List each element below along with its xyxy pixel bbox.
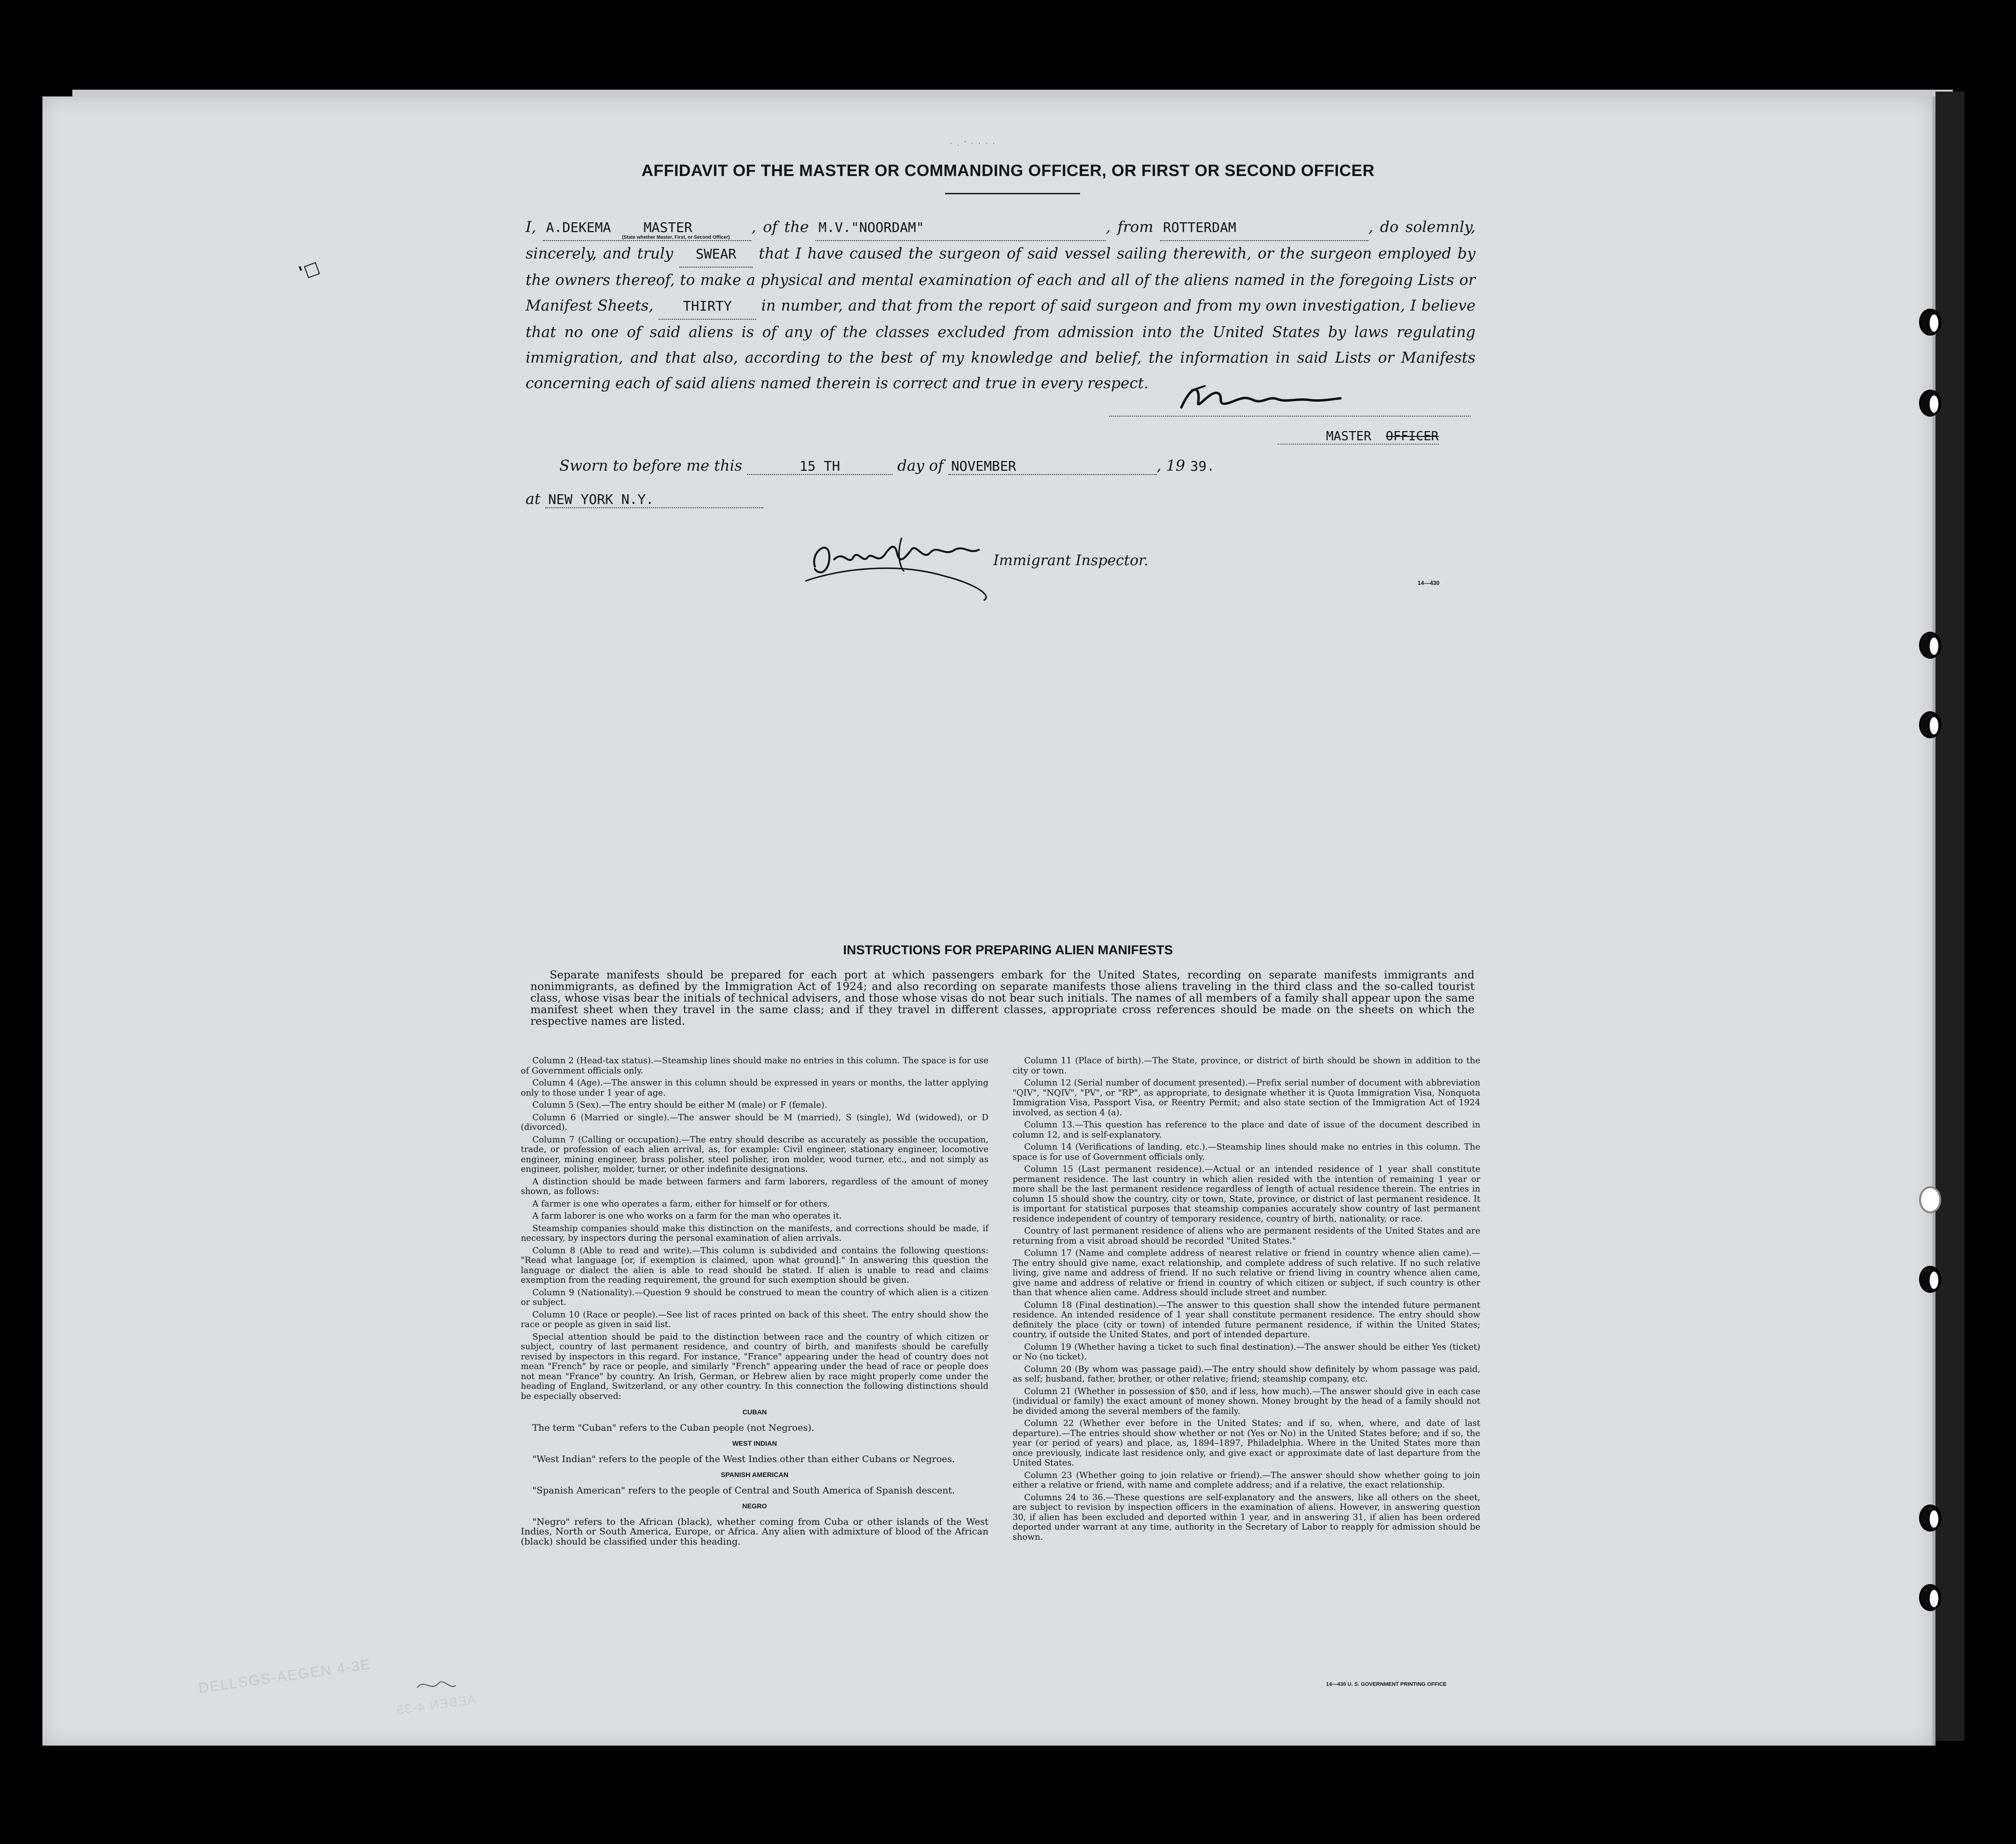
- instruction-paragraph: Special attention should be paid to the distinction between race and the country of which citizen or subject, country of last permanent residence, and country of birth, and manifests should be carefully revised by inspectors in this regard. For instance, "France" appearing under the head of country does not mean "French" by race or people, and similarly "French" appearing under the head of race or people does not mean "France" by country. An Irish, German, or Hebrew alien by race might properly come under the heading of England, Switzerland, or any other country. In this connection the following distinctions should be especially observed:: [521, 1332, 988, 1401]
- struck-rank: OFFICER: [1385, 429, 1439, 444]
- instruction-paragraph: Column 14 (Verifications of landing, etc.).—Steamship lines should make no entries in this column. The space is for use of Government officials only.: [1013, 1142, 1480, 1162]
- instructions-title: INSTRUCTIONS FOR PREPARING ALIEN MANIFESTS: [843, 943, 1173, 957]
- rank-note: (State whether Master, First, or Second Officer): [622, 235, 730, 240]
- heading-west-indian: WEST INDIAN: [732, 1439, 777, 1447]
- page-top-edge: [72, 90, 1953, 96]
- instruction-paragraph: Column 22 (Whether ever before in the United States; and if so, when, where, and date of last departure).—The entries should show whether or not (Yes or No) in the United States before; and if so, the year (or period of years) and place, as, 1894–1897, Philadelphia. Where in the United States more than once previously, indicate last residence only, and give exact or approximate date of last departure from the United States.: [1013, 1419, 1480, 1468]
- do-text: , do: [1368, 218, 1399, 236]
- vessel-field: M.V."NOORDAM": [815, 215, 1106, 241]
- binder-hole: [1919, 1505, 1941, 1532]
- place-line: [526, 490, 763, 508]
- heading-cuban: CUBAN: [742, 1408, 767, 1416]
- instruction-paragraph: A farm laborer is one who works on a farm for the man who operates it.: [532, 1211, 842, 1221]
- place-field: NEW YORK N.Y.: [545, 491, 763, 508]
- instruction-paragraph: Column 5 (Sex).—The entry should be either M (male) or F (female).: [532, 1100, 827, 1110]
- binder-hole: [1919, 1186, 1941, 1213]
- year-field: 39.: [1190, 458, 1215, 474]
- instruction-paragraph: A farmer is one who operates a farm, either for himself or for others.: [532, 1199, 830, 1209]
- instructions-intro: Separate manifests should be prepared for each port at which passengers embark for the United States, recording on separate manifests immigrants and nonimmigrants, as defined by the Immigration Act of 1924; and also recording on separate manifests those aliens traveling in the third class and the so-called tourist class, whose visas bear the initials of technical advisers, and those whose visas do not bear such initials. The names of all members of a family shall appear upon the same manifest sheet when they travel in the same class; and if they travel in different classes, appropriate cross references should be made on the sheets on which the respective names are listed.: [530, 969, 1475, 1028]
- affidavit-title: AFFIDAVIT OF THE MASTER OR COMMANDING OFFICER, OR FIRST OR SECOND OFFICER: [641, 162, 1375, 180]
- affidavit-body: [526, 215, 1475, 396]
- bleed-through-text: DELLSGS-AEGEN 4-3E: [197, 1656, 372, 1696]
- paragraph-cuban: The term "Cuban" refers to the Cuban people (not Negroes).: [532, 1422, 814, 1433]
- instructions-right-column: [1013, 1056, 1480, 1545]
- heading-spanish-american: SPANISH AMERICAN: [720, 1471, 788, 1478]
- instruction-paragraph: Column 17 (Name and complete address of nearest relative or friend in country whence alien came).—The entry should give name, exact relationship, and complete address of such relative. If no such relative living, give name and address of friend. If no such relative or friend living in country whence alien came, give name and address of relative or friend in country of which citizen or subject, if such country is other than that whence alien came. Address should include street and number.: [1013, 1248, 1480, 1298]
- sworn-day-field: 15 TH: [747, 458, 893, 475]
- binder-hole: [1919, 632, 1941, 659]
- signer-title: [1278, 429, 1439, 445]
- instruction-paragraph: Column 7 (Calling or occupation).—The entry should describe as accurately as possible the occupation, trade, or profession of each alien arrival, as, for example: Civil engineer, stationary engineer, locomotive engineer, mining engineer, brass polisher, steel polisher, iron molder, wood turner, etc., and not simply as engineer, polisher, molder, turner, or other indefinite designations.: [521, 1135, 988, 1174]
- instruction-paragraph: Column 6 (Married or single).—The answer should be M (married), S (single), Wd (widowed), or D (divorced).: [521, 1112, 988, 1132]
- title-rule: [945, 193, 1080, 194]
- affidavit-text-1: that I have caused the surgeon of said vessel sailing therewith, or the surgeon employed by the owners thereof, to make a physical and mental examination of each and all of the aliens named in the foregoing Lists or Manifest Sheets,: [526, 245, 1475, 314]
- binder-edge: [1935, 92, 1964, 1741]
- form-number: 14—430: [1418, 580, 1440, 586]
- day-of-text: day of: [897, 457, 944, 475]
- margin-mark: '□: [296, 257, 323, 283]
- binder-hole: [1919, 711, 1941, 738]
- instruction-paragraph: A distinction should be made between farmers and farm laborers, regardless of the amount of money shown, as follows:: [521, 1177, 988, 1196]
- sworn-line: [559, 457, 1220, 475]
- faint-stamp: · . ' · · · ·: [950, 140, 997, 148]
- binder-hole: [1919, 1584, 1941, 1611]
- paragraph-spanish-american: "Spanish American" refers to the people of Central and South America of Spanish descent.: [532, 1485, 955, 1496]
- instruction-paragraph: Column 12 (Serial number of document presented).—Prefix serial number of document with abbreviation "QIV", "NQIV", "PV", or "RP", as appropriate, to designate whether it is Quota Immigration Visa, Nonquota Immigration Visa, Passport Visa, or Reentry Permit; and also state section of the Immigration Act of 1924 involved, as section 4 (a).: [1013, 1078, 1480, 1118]
- printing-office: 14—430 U. S. GOVERNMENT PRINTING OFFICE: [1326, 1681, 1447, 1687]
- oath-field: SWEAR: [679, 241, 753, 268]
- year-prefix: , 19: [1156, 457, 1185, 475]
- binder-hole: [1919, 390, 1941, 417]
- master-signature-line: [1109, 415, 1471, 417]
- signer-rank: MASTER: [1326, 429, 1371, 444]
- from-text: , from: [1106, 218, 1153, 236]
- sworn-month-field: NOVEMBER: [948, 458, 1157, 475]
- binder-hole: [1919, 1266, 1941, 1293]
- instruction-paragraph: Country of last permanent residence of aliens who are permanent residents of the United States and are returning from a visit abroad should be recorded "United States.": [1013, 1226, 1480, 1246]
- instructions-left-column: [521, 1056, 988, 1549]
- instruction-paragraph: Column 8 (Able to read and write).—This column is subdivided and contains the following questions: "Read what language [or, if exemption is claimed, upon what ground]." In answering this question the language or dialect the alien is able to read should be stated. If alien is unable to read and claims exemption from the reading requirement, the ground for such exemption should be given.: [521, 1246, 988, 1285]
- affidavit-text-2: in number, and that from the report of said surgeon and from my own investigation, I believe that no one of said aliens is of any of the classes excluded from admission into the United States by laws regulating immigration, and that also, according to the best of my knowledge and belief, the information in said Lists or Manifests concerning each of said aliens named therein is correct and true in every respect.: [526, 297, 1476, 392]
- sworn-prefix: Sworn to before me this: [559, 457, 743, 475]
- instruction-paragraph: Column 19 (Whether having a ticket to such final destination).—The answer should be either Yes (ticket) or No (no ticket).: [1013, 1342, 1480, 1362]
- officer-rank: MASTER: [643, 219, 692, 235]
- instruction-paragraph: Column 11 (Place of birth).—The State, province, or district of birth should be shown in addition to the city or town.: [1013, 1056, 1480, 1076]
- inspector-label: Immigrant Inspector.: [993, 552, 1149, 569]
- instruction-paragraph: Columns 24 to 36.—These questions are self-explanatory and the answers, like all others on the sheet, are subject to revision by inspection officers in the examination of aliens. However, in answering question 30, if alien has been excluded and deported within 1 year, and in answering 31, if alien has been ordered deported under warrant at any time, authority in the Secretary of Labor to reapply for admission should be shown.: [1013, 1492, 1480, 1542]
- port-field: ROTTERDAM: [1160, 215, 1368, 241]
- binder-hole: [1919, 309, 1941, 336]
- bleed-through-text-2: AEBEN 4-35: [394, 1692, 477, 1718]
- sheet-count-field: THIRTY: [659, 293, 756, 320]
- affidavit-i: I,: [526, 218, 537, 236]
- paragraph-west-indian: "West Indian" refers to the people of the West Indies other than either Cubans or Negroes.: [532, 1453, 955, 1464]
- instruction-paragraph: Column 21 (Whether in possession of $50, and if less, how much).—The answer should give in each case (individual or family) the exact amount of money shown. Money brought by the head of a family should not be divided among the several members of the family.: [1013, 1386, 1480, 1416]
- heading-negro: NEGRO: [742, 1502, 767, 1510]
- instruction-paragraph: Column 15 (Last permanent residence).—Actual or an intended residence of 1 year shall constitute permanent residence. The last country in which alien resided with the intention of remaining 1 year or more shall be the last permanent residence regardless of length of actual residence therein. The entries in column 15 should show the country, city or town, State, province, or district of last permanent residence. It is important for statistical purposes that steamship companies accurately show country of last permanent residence independent of country of temporary residence, country of birth, nationality, or race.: [1013, 1165, 1480, 1224]
- instruction-paragraph: Column 10 (Race or people).—See list of races printed on back of this sheet. The entry should show the race or people as given in said list.: [521, 1310, 988, 1329]
- solemnly-text: solemnly, sincerely, and truly: [526, 218, 1476, 262]
- instruction-paragraph: Column 13.—This question has reference to the place and date of issue of the document described in column 12, and is self-explanatory.: [1013, 1120, 1480, 1140]
- instruction-paragraph: Steamship companies should make this distinction on the manifests, and corrections should be made, if necessary, by inspectors during the personal examination of alien arrivals.: [521, 1223, 988, 1243]
- at-text: at: [526, 490, 541, 508]
- instruction-paragraph: Column 2 (Head-tax status).—Steamship lines should make no entries in this column. The space is for use of Government officials only.: [521, 1056, 988, 1076]
- pencil-scribble: [415, 1673, 458, 1702]
- instruction-paragraph: Column 18 (Final destination).—The answer to this question shall show the intended future permanent residence. An intended residence of 1 year shall constitute permanent residence. The entry should show definitely the place (city or town) of intended future permanent residence, if within the United States; country, if outside the United States, and port of intended departure.: [1013, 1300, 1480, 1340]
- paragraph-negro: "Negro" refers to the African (black), whether coming from Cuba or other islands of the West Indies, North or South America, Europe, or Africa. Any alien with admixture of blood of the African (black) should be classified under this heading.: [521, 1516, 988, 1547]
- master-signature: [1172, 381, 1345, 415]
- instructions-columns: [521, 1056, 1480, 1693]
- instruction-paragraph: Column 4 (Age).—The answer in this column should be expressed in years or months, the latter applying only to those under 1 year of age.: [521, 1078, 988, 1098]
- officer-name: A.DEKEMA: [546, 219, 611, 235]
- instruction-paragraph: Column 23 (Whether going to join relative or friend).—The answer should show whether going to join either a relative or friend, with name and complete address; and if a relative, the exact relationship.: [1013, 1470, 1480, 1490]
- instruction-paragraph: Column 9 (Nationality).—Question 9 should be construed to mean the country of which alien is a citizen or subject.: [521, 1288, 988, 1307]
- instruction-paragraph: Column 20 (By whom was passage paid).—The entry should show definitely by whom passage was paid, as self; husband, father, brother, or other relative; friend; steamship company, etc.: [1013, 1364, 1480, 1384]
- of-the-text: , of the: [751, 218, 809, 236]
